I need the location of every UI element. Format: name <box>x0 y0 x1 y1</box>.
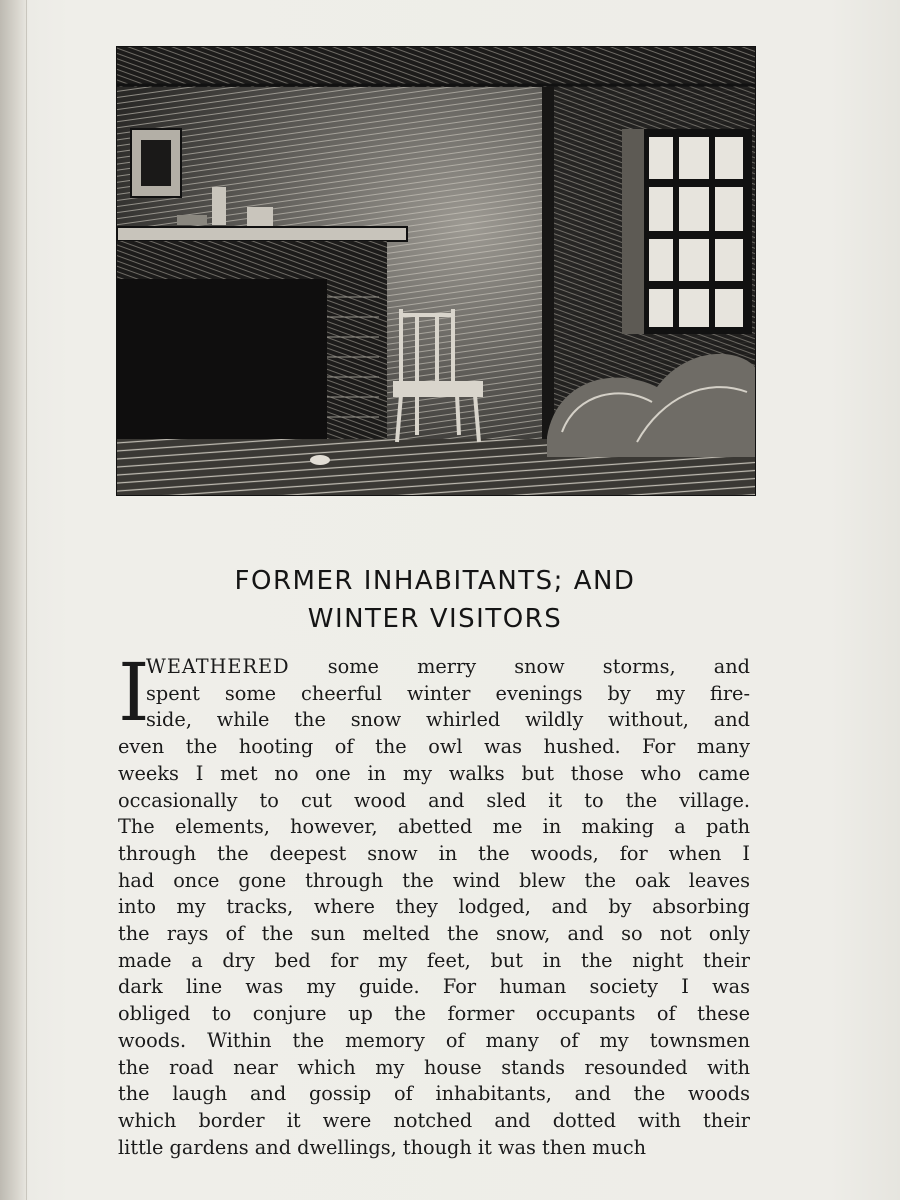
body-line: side, while the snow whirled wildly without, and <box>146 708 750 732</box>
chapter-body <box>118 646 750 1161</box>
body-line: through the deepest snow in the woods, for when I <box>118 841 750 865</box>
body-line: obliged to conjure up the former occupants of these <box>118 1002 750 1026</box>
body-line: the laugh and gossip of inhabitants, and the woods <box>118 1082 750 1106</box>
body-line: spent some cheerful winter evenings by my fire- <box>146 681 750 705</box>
chapter-title-line-1: FORMER INHABITANTS; AND <box>234 566 636 596</box>
body-line: the road near which my house stands resounded with <box>118 1055 750 1079</box>
body-line: had once gone through the wind blew the oak leaves <box>118 868 750 892</box>
body-line: dark line was my guide. For human society I was <box>118 975 750 999</box>
body-line: The elements, however, abetted me in making a path <box>118 815 750 839</box>
body-line: woods. Within the memory of many of my townsmen <box>118 1028 750 1052</box>
body-line <box>118 654 750 681</box>
body-line: made a dry bed for my feet, but in the night their <box>118 948 750 972</box>
body-line: occasionally to cut wood and sled it to the village. <box>118 788 750 812</box>
body-line: into my tracks, where they lodged, and by absorbing <box>118 895 750 919</box>
body-line-text: some merry snow storms, and <box>289 655 750 678</box>
body-line: even the hooting of the owl was hushed. For many <box>118 735 750 759</box>
body-line: which border it were notched and dotted with their <box>118 1108 750 1132</box>
chapter-title-line-2: WINTER VISITORS <box>307 604 563 634</box>
chapter-title <box>110 562 760 638</box>
body-line: little gardens and dwellings, though it was then much <box>118 1135 647 1159</box>
opening-word: WEATHERED <box>146 655 290 678</box>
cabin-interior-woodcut <box>117 47 755 495</box>
drop-cap: I <box>118 646 150 739</box>
body-line: weeks I met no one in my walks but those who came <box>118 761 750 785</box>
body-line: the rays of the sun melted the snow, and so not only <box>118 922 750 946</box>
facing-page-edge <box>0 0 27 1200</box>
woodcut-interior-scene-icon <box>117 47 755 495</box>
